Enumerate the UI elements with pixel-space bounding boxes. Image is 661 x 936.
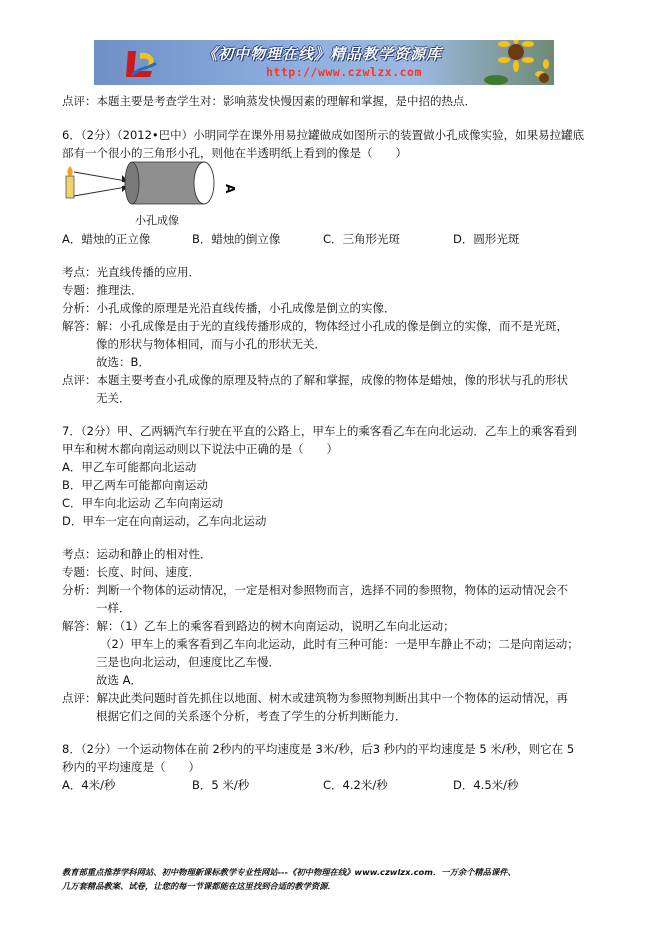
footer-line1: 教育部重点推荐学科网站、初中物理新课标教学专业性网站---《初中物理在线》www.czwlzx.com．一万余个精品课件、 <box>62 867 516 877</box>
q6-dianping-line2: 无关． <box>96 391 131 405</box>
q7-fenxi-line2: 一样． <box>96 601 131 615</box>
banner-title: 《初中物理在线》精品教学资源库 <box>202 45 443 63</box>
q7-zhuanti: 专题：长度、时间、速度． <box>62 565 200 579</box>
q7-stem-line1: 7．（2分）甲、乙两辆汽车行驶在平直的公路上，甲车上的乘客看乙车在向北运动．乙车上的乘客看到 <box>62 424 577 438</box>
translucent-paper <box>194 162 214 204</box>
q6-stem-line2: 部有一个很小的三角形小孔，则他在半透明纸上看到的像是（ ） <box>62 146 407 160</box>
q6-stem-line1: 6．（2分）（2012•巴中）小明同学在课外用易拉罐做成如图所示的装置做小孔成像实验，如果易拉罐底 <box>62 128 585 142</box>
q7-answer: 故选 A． <box>96 673 143 687</box>
figure-caption: 小孔成像 <box>135 214 179 227</box>
previous-comment: 点评：本题主要是考查学生对：影响蒸发快慢因素的理解和掌握，是中招的热点． <box>62 94 476 108</box>
q7-fenxi-line1: 分析：判断一个物体的运动情况，一定是相对参照物而言，选择不同的参照物，物体的运动情况会不 <box>62 583 568 597</box>
q7-option-d: D．甲车一定在向南运动，乙车向北运动 <box>62 514 267 528</box>
q7-jieda-line3: 三是也向北运动，但速度比乙车慢． <box>96 655 280 669</box>
can-body <box>132 162 204 204</box>
q8-option-a: A．4米/秒 <box>62 778 116 792</box>
q6-answer: 故选：B． <box>96 355 150 369</box>
q7-option-c: C．甲车向北运动 乙车向南运动 <box>62 496 224 510</box>
q6-option-c: C．三角形光斑 <box>323 232 401 246</box>
q6-kaodian: 考点：光直线传播的应用． <box>62 265 200 279</box>
q7-option-b: B．甲乙两车可能都向南运动 <box>62 478 208 492</box>
q7-kaodian: 考点：运动和静止的相对性． <box>62 547 212 561</box>
banner-url[interactable]: http://www.czwlzx.com <box>266 65 422 79</box>
q6-zhuanti: 专题：推理法． <box>62 283 143 297</box>
q8-option-c: C．4.2米/秒 <box>323 778 388 792</box>
inverted-image-label: A <box>223 184 237 194</box>
q7-dianping-line2: 根据它们之间的关系逐个分析，考查了学生的分析判断能力． <box>96 709 407 723</box>
q8-option-b: B．5 米/秒 <box>192 778 250 792</box>
candle-icon <box>66 166 74 198</box>
q6-fenxi: 分析：小孔成像的原理是光沿直线传播，小孔成像是倒立的实像． <box>62 301 396 315</box>
can-bottom <box>125 162 139 204</box>
q8-option-d: D．4.5米/秒 <box>453 778 519 792</box>
q7-stem-line2: 甲车和树木都向南运动则以下说法中正确的是（ ） <box>62 442 338 456</box>
q7-jieda-line1: 解答：解：（1）乙车上的乘客看到路边的树木向南运动，说明乙车向北运动； <box>62 619 455 633</box>
q7-dianping-line1: 点评：解决此类问题时首先抓住以地面、树木或建筑物为参照物判断出其中一个物体的运动情况，再 <box>62 691 568 705</box>
q7-jieda-line2: （2）甲车上的乘客看到乙车向北运动，此时有三种可能：一是甲车静止不动；二是向南运动； <box>100 637 579 651</box>
q6-jieda-line2: 像的形状与物体相同，而与小孔的形状无关． <box>96 337 326 351</box>
q6-option-b: B．蜡烛的倒立像 <box>192 232 281 246</box>
q6-dianping-line1: 点评：本题主要考查小孔成像的原理及特点的了解和掌握，成像的物体是蜡烛，像的形状与孔的形状 <box>62 373 568 387</box>
site-logo-icon <box>122 47 162 79</box>
footer-line2: 几万套精品教案、试卷，让您的每一节课都能在这里找到合适的教学资源． <box>62 881 336 891</box>
q6-jieda-line1: 解答：解：小孔成像是由于光的直线传播形成的，物体经过小孔成的像是倒立的实像，而不是光斑， <box>62 319 568 333</box>
sunflower-icon <box>484 40 554 85</box>
q7-option-a: A．甲乙车可能都向北运动 <box>62 460 197 474</box>
q6-option-a: A．蜡烛的正立像 <box>62 232 151 246</box>
q8-stem-line2: 秒内的平均速度是（ ） <box>62 760 200 774</box>
q6-option-d: D．圆形光斑 <box>453 232 520 246</box>
header-banner <box>94 40 554 85</box>
q8-stem-line1: 8．（2分）一个运动物体在前 2秒内的平均速度是 3米/秒，后3 秒内的平均速度是 5 米/秒，则它在 5 <box>62 742 575 756</box>
